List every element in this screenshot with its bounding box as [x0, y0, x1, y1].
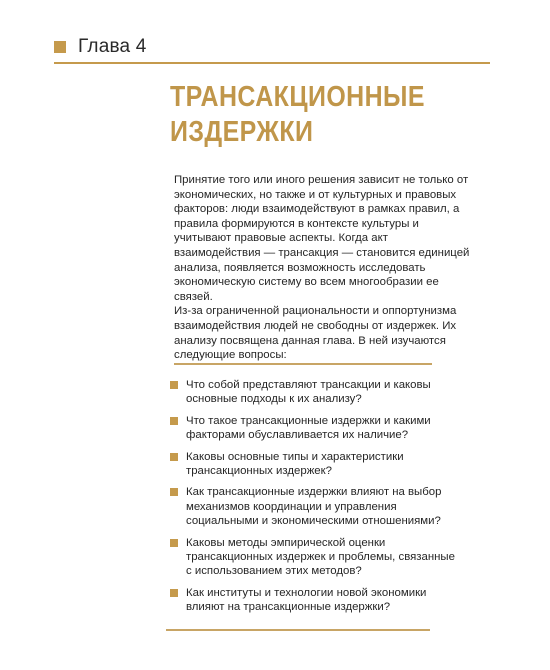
square-bullet-icon	[170, 589, 178, 597]
chapter-label: Глава 4	[78, 36, 147, 57]
question-text: Что такое трансакционные издержки и какими факторами обуславливается их наличие?	[186, 414, 431, 442]
question-text: Как институты и технологии новой экономики влияют на трансакционные издержки?	[186, 586, 427, 614]
chapter-title-line-1: ТРАНСАКЦИОННЫЕ	[170, 81, 425, 113]
square-bullet-icon	[170, 488, 178, 496]
intro-paragraph-2: Из-за ограниченной рациональности и оппортунизма взаимодействия людей не свободны от издержек. Их анализу посвящена данная глава. В ней изучаются следующие вопросы:	[174, 305, 457, 362]
question-item	[166, 586, 456, 615]
square-bullet-icon	[170, 453, 178, 461]
square-bullet-icon	[170, 381, 178, 389]
intro-text	[174, 173, 474, 363]
question-item	[166, 536, 456, 579]
chapter-title	[170, 80, 454, 150]
question-text: Что собой представляют трансакции и каковы основные подходы к их анализу?	[186, 379, 431, 406]
square-bullet-icon	[170, 539, 178, 547]
chapter-header	[54, 36, 147, 58]
questions-list	[166, 378, 456, 622]
questions-top-divider	[174, 363, 432, 365]
question-text: Как трансакционные издержки влияют на выбор механизмов координации и управления социальными и экономическими отношениями?	[186, 486, 442, 528]
questions-bottom-divider	[166, 629, 430, 631]
question-item	[166, 485, 456, 528]
question-item	[166, 378, 456, 407]
question-item	[166, 450, 456, 479]
square-marker-icon	[54, 41, 66, 53]
question-text: Каковы методы эмпирической оценки трансакционных издержек и проблемы, связанные с использованием этих методов?	[186, 536, 455, 578]
intro-paragraph-1: Принятие того или иного решения зависит не только от экономических, но также и от культурных и правовых факторов: люди взаимодействуют в рамках правил, а правила формируются в контексте культуры и учитывают правовые аспекты. Когда акт взаимодействия — трансакция — становится единицей анализа, появляется возможность исследовать экономическую систему во всем многообразии ее связей.	[174, 174, 470, 303]
chapter-title-line-2: ИЗДЕРЖКИ	[170, 116, 314, 148]
question-item	[166, 414, 456, 443]
question-text: Каковы основные типы и характеристики трансакционных издержек?	[186, 450, 404, 478]
square-bullet-icon	[170, 417, 178, 425]
header-divider	[54, 62, 490, 64]
